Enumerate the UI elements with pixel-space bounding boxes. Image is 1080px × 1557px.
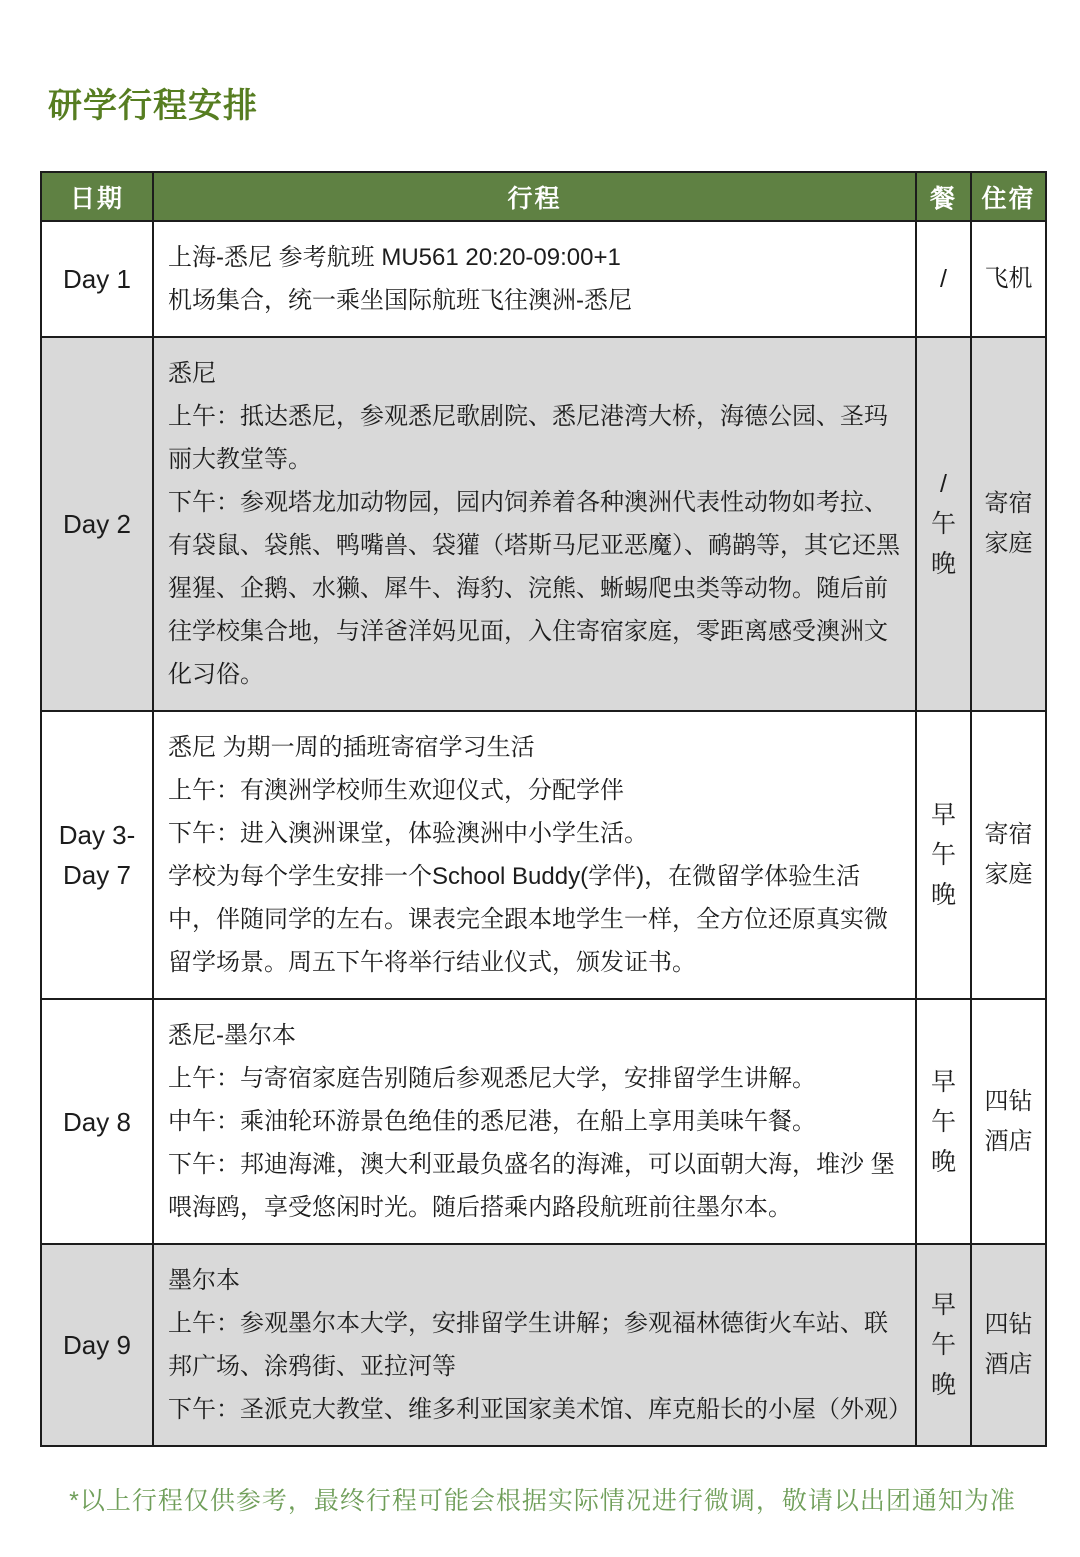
cell-line: 中午：乘油轮环游景色绝佳的悉尼港，在船上享用美味午餐。 (168, 1108, 816, 1135)
stay-cell: 寄宿家庭 (971, 337, 1046, 711)
cell-line: 午 (930, 841, 956, 869)
meals-cell (916, 1244, 971, 1446)
meals-cell (916, 337, 971, 711)
cell-line: 晚 (930, 1147, 956, 1176)
meals-cell (916, 999, 971, 1244)
col-header-meals: 餐 (916, 172, 971, 221)
day-cell (41, 999, 153, 1244)
cell-line: 墨尔本 (168, 1267, 240, 1294)
day-cell (41, 221, 153, 337)
cell-line: 悉尼 (168, 360, 216, 387)
cell-line: 上午：有澳洲学校师生欢迎仪式，分配学伴 (168, 777, 624, 804)
table-row (41, 1244, 1046, 1446)
stay-cell: 四钻酒店 (971, 1244, 1046, 1446)
cell-line: 悉尼 为期一周的插班寄宿学习生活 (168, 734, 535, 761)
itinerary-cell (153, 711, 916, 999)
cell-line: 上午：抵达悉尼，参观悉尼歌剧院、悉尼港湾大桥，海德公园、圣玛丽大教堂等。 (168, 403, 888, 473)
page-title: 研学行程安排 (48, 87, 258, 125)
day-cell (41, 337, 153, 711)
cell-line: Day 7 (63, 860, 131, 890)
cell-line: Day 1 (63, 264, 131, 294)
day-cell (41, 711, 153, 999)
cell-line: / (940, 470, 947, 498)
col-header-date: 日期 (41, 172, 153, 221)
cell-line: 午 (930, 510, 956, 538)
cell-line: Day 8 (63, 1106, 131, 1137)
table-header-row (41, 172, 1046, 221)
stay-cell: 四钻酒店 (971, 999, 1046, 1244)
table-row (41, 337, 1046, 711)
cell-line: 下午：参观塔龙加动物园，园内饲养着各种澳洲代表性动物如考拉、有袋鼠、袋熊、鸭嘴兽、袋獾（塔斯马尼亚恶魔）、鸸鹋等，其它还黑猩猩、企鹅、水獭、犀牛、海豹、浣熊、蜥蜴爬虫类等动物。随后前往学校集合地，与洋爸洋妈见面，入住寄宿家庭，零距离感受澳洲文化习俗。 (168, 489, 900, 688)
cell-line: 学校为每个学生安排一个School Buddy(学伴)，在微留学体验生活中，伴随同学的左右。课表完全跟本地学生一样，全方位还原真实微留学场景。周五下午将举行结业仪式，颁发证书。 (168, 863, 888, 976)
cell-line: 悉尼-墨尔本 (168, 1022, 296, 1049)
cell-line: 早 (930, 801, 956, 829)
cell-line: 下午：进入澳洲课堂，体验澳洲中小学生活。 (168, 820, 648, 847)
cell-line: 上午：与寄宿家庭告别随后参观悉尼大学，安排留学生讲解。 (168, 1065, 816, 1092)
cell-line: 早 (930, 1067, 956, 1096)
itinerary-cell (153, 337, 916, 711)
cell-line: / (940, 265, 947, 293)
cell-line: 下午：邦迪海滩，澳大利亚最负盛名的海滩，可以面朝大海，堆沙 堡喂海鸥，享受悠闲时光。随后搭乘内路段航班前往墨尔本。 (168, 1151, 895, 1221)
cell-line: 上午：参观墨尔本大学，安排留学生讲解；参观福林德街火车站、联邦广场、涂鸦街、亚拉河等 (168, 1310, 888, 1380)
col-header-itinerary: 行程 (153, 172, 916, 221)
itinerary-cell (153, 1244, 916, 1446)
cell-line: Day 2 (63, 509, 131, 539)
table-row (41, 711, 1046, 999)
day-cell (41, 1244, 153, 1446)
col-header-stay: 住宿 (971, 172, 1046, 221)
stay-cell: 飞机 (971, 221, 1046, 337)
stay-cell: 寄宿家庭 (971, 711, 1046, 999)
itinerary-table (40, 171, 1047, 1447)
cell-line: 晚 (930, 1371, 956, 1399)
footnote: *以上行程仅供参考，最终行程可能会根据实际情况进行微调，敬请以出团通知为准 (69, 1487, 1016, 1515)
itinerary-cell (153, 999, 916, 1244)
cell-line: 下午：圣派克大教堂、维多利亚国家美术馆、库克船长的小屋（外观） (168, 1396, 912, 1423)
table-row (41, 221, 1046, 337)
cell-line: 机场集合，统一乘坐国际航班飞往澳洲-悉尼 (168, 287, 632, 314)
cell-line: 午 (930, 1331, 956, 1359)
cell-line: 午 (930, 1107, 956, 1136)
cell-line: 上海-悉尼 参考航班 MU561 20:20-09:00+1 (168, 244, 621, 271)
table-row (41, 999, 1046, 1244)
cell-line: 晚 (930, 881, 956, 909)
meals-cell (916, 711, 971, 999)
cell-line: 早 (930, 1291, 956, 1319)
cell-line: Day 3- (58, 820, 136, 850)
cell-line: Day 9 (63, 1330, 131, 1360)
meals-cell (916, 221, 971, 337)
cell-line: 晚 (930, 550, 956, 578)
itinerary-cell (153, 221, 916, 337)
